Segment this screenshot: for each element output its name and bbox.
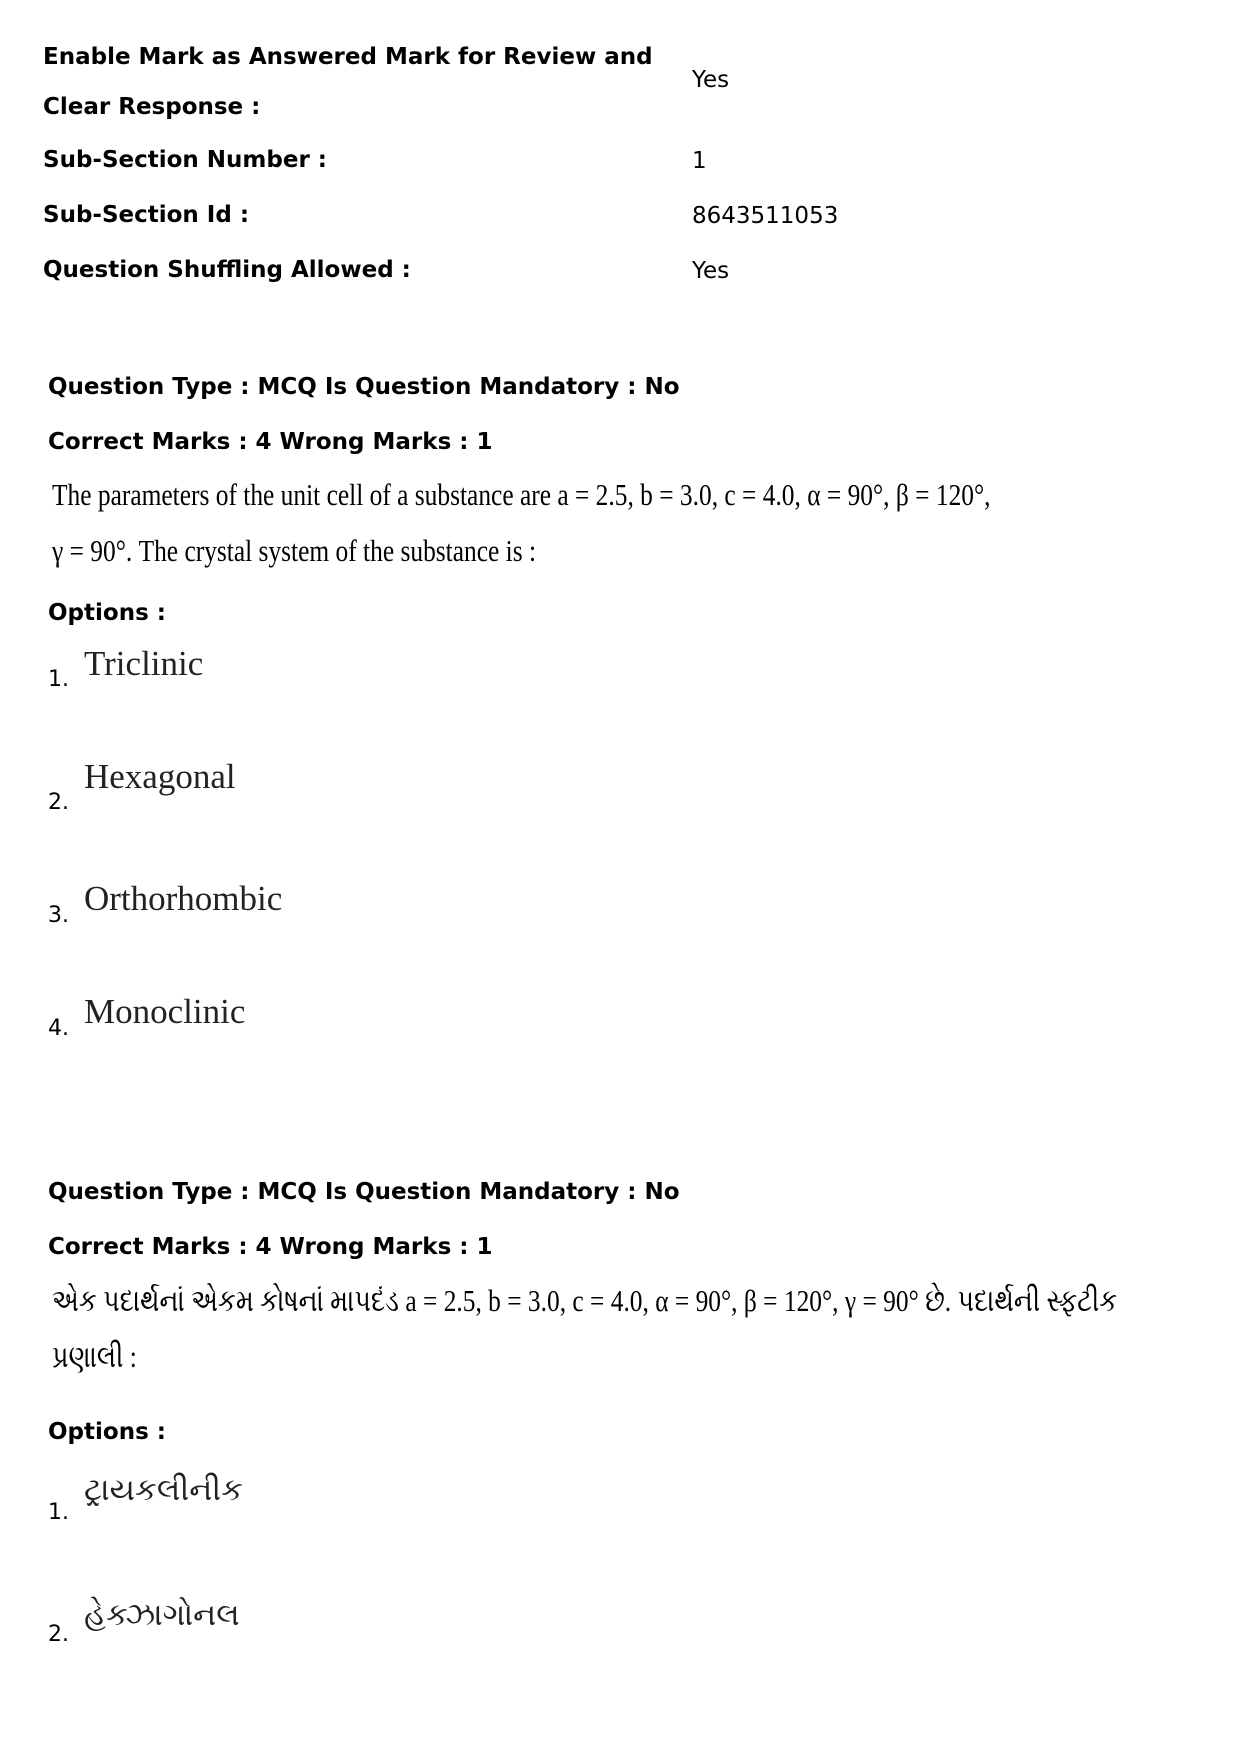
option-text: Hexagonal — [84, 757, 236, 796]
subsection-number-value: 1 — [692, 148, 707, 174]
option-text: હેક્ઝાગોનલ — [84, 1597, 240, 1633]
option-number: 1. — [48, 1500, 69, 1525]
question-marks-line: Correct Marks : 4 Wrong Marks : 1 — [48, 429, 493, 455]
shuffle-label: Question Shuffling Allowed : — [43, 257, 411, 283]
question-text-line: પ્રણાલી : — [52, 1339, 137, 1374]
option-text: Triclinic — [84, 644, 204, 683]
subsection-number-label: Sub-Section Number : — [43, 147, 328, 173]
option-text: Orthorhombic — [84, 879, 283, 918]
option-text: Monoclinic — [84, 992, 246, 1031]
shuffle-value: Yes — [692, 258, 730, 284]
option-number: 4. — [48, 1016, 69, 1041]
option-number: 2. — [48, 1622, 69, 1647]
question-text-line: એક પદાર્થનાં એકમ કોષનાં માપદંડ a = 2.5, b = 3.0, c = 4.0, α = 90°, β = 120°, γ = 90° છે. પદાર્થની સ્ફટીક — [52, 1283, 1118, 1318]
options-label: Options : — [48, 600, 166, 626]
option-number: 2. — [48, 790, 69, 815]
subsection-id-value: 8643511053 — [692, 203, 839, 229]
option-number: 1. — [48, 667, 69, 692]
question-marks-line: Correct Marks : 4 Wrong Marks : 1 — [48, 1234, 493, 1260]
subsection-id-label: Sub-Section Id : — [43, 202, 250, 228]
question-text-line: γ = 90°. The crystal system of the substance is : — [52, 533, 537, 568]
options-label: Options : — [48, 1419, 166, 1445]
question-text — [52, 1273, 1118, 1385]
question-text — [52, 467, 991, 579]
mark-for-review-value: Yes — [692, 67, 730, 93]
option-number: 3. — [48, 903, 69, 928]
mark-for-review-label: Enable Mark as Answered Mark for Review and Clear Response : — [43, 44, 653, 120]
option-text: ટ્રાયકલીનીક — [84, 1472, 244, 1508]
question-type-line: Question Type : MCQ Is Question Mandatory : No — [48, 1179, 680, 1205]
question-type-line: Question Type : MCQ Is Question Mandatory : No — [48, 374, 680, 400]
question-text-line: The parameters of the unit cell of a substance are a = 2.5, b = 3.0, c = 4.0, α = 90°, β = 120°, — [52, 477, 991, 512]
